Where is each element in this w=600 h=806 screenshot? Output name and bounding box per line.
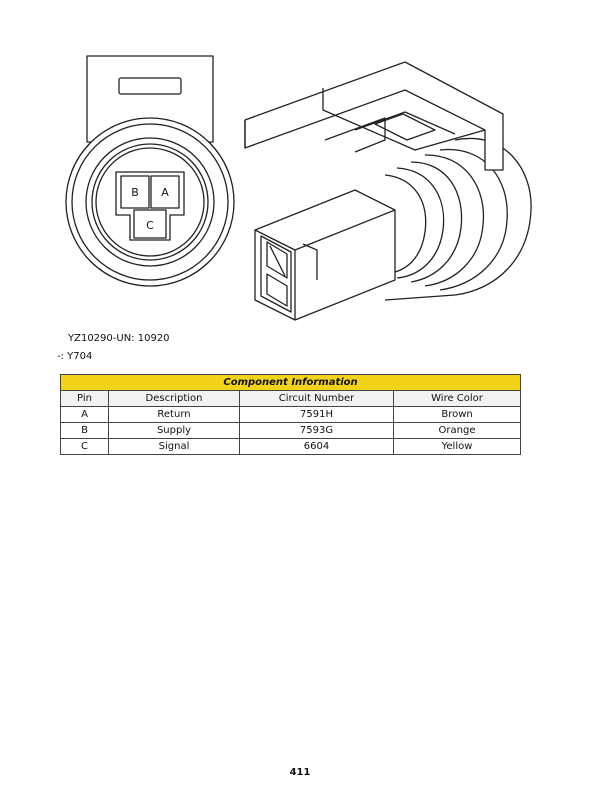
cell-wire-color: Yellow [394,439,521,455]
connector-caption: -: Y704 [57,351,93,362]
cell-circuit-number: 7593G [240,423,394,439]
header-wire-color: Wire Color [394,391,521,407]
part-id-caption: YZ10290-UN: 10920 [68,333,170,344]
table-row [61,423,521,439]
pin-label-a: A [161,186,169,199]
connector-illustration [55,50,545,328]
cell-circuit-number: 6604 [240,439,394,455]
table-row [61,407,521,423]
connector-front-view [66,56,234,286]
table-row [61,439,521,455]
connector-isometric-view [245,62,531,320]
cell-wire-color: Brown [394,407,521,423]
header-pin: Pin [61,391,109,407]
cell-pin: C [61,439,109,455]
page-number: 411 [289,767,311,778]
header-description: Description [109,391,240,407]
header-circuit-number: Circuit Number [240,391,394,407]
pin-label-b: B [131,186,139,199]
cell-description: Supply [109,423,240,439]
cell-pin: A [61,407,109,423]
cell-wire-color: Orange [394,423,521,439]
component-information-table [60,374,521,455]
table-title: Component Information [61,375,521,391]
cell-circuit-number: 7591H [240,407,394,423]
cell-description: Return [109,407,240,423]
cell-description: Signal [109,439,240,455]
pin-label-c: C [146,219,154,232]
cell-pin: B [61,423,109,439]
table-header-row [61,391,521,407]
